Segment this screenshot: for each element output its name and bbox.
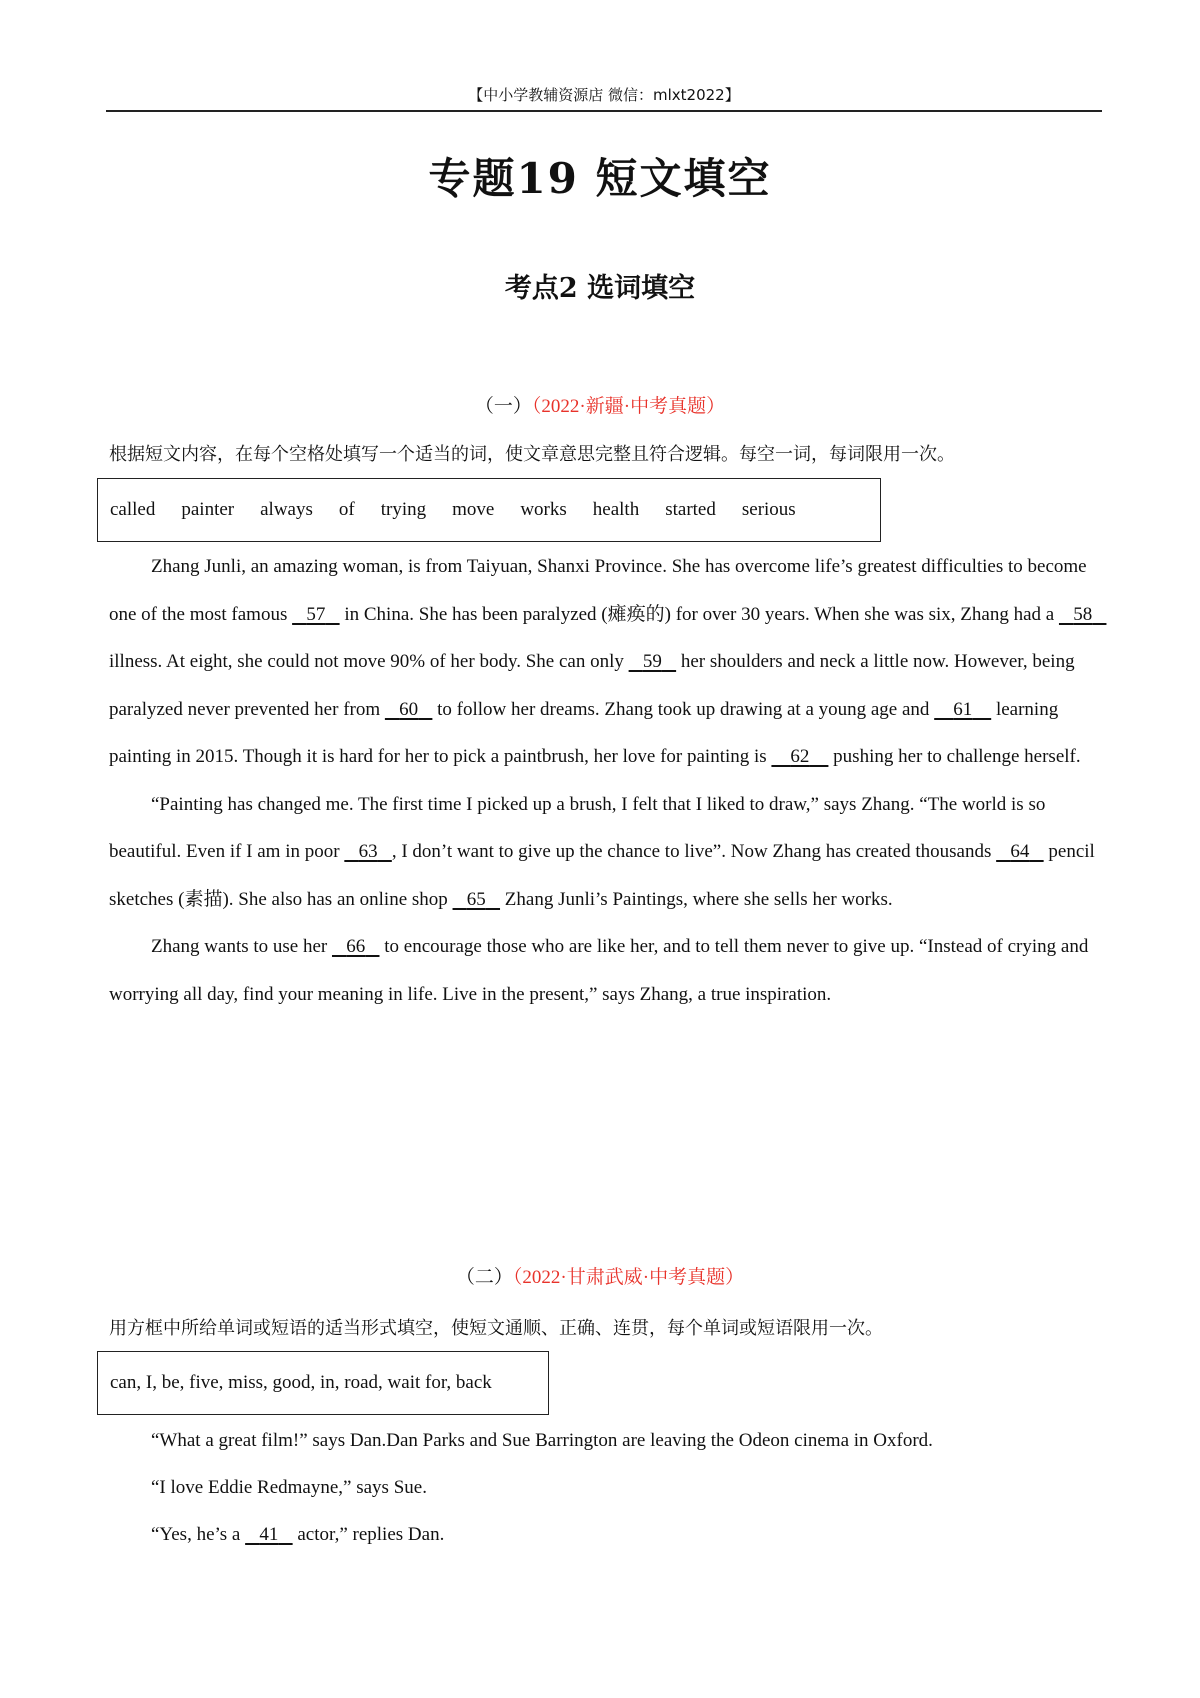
header-rule (106, 110, 1102, 112)
passage-text: “Painting has changed me. The first time I picked up a brush, I felt that I liked to draw,” says Zhang. “The world is so beautiful. Even if I am in poor (109, 793, 1046, 862)
blank-59[interactable] (629, 651, 677, 672)
section2-instruction: 用方框中所给单词或短语的适当形式填空，使短文通顺、正确、连贯，每个单词或短语限用一次。 (109, 1318, 883, 1339)
passage-text: pushing her to challenge herself. (828, 746, 1081, 767)
section2-number: （二） (455, 1267, 513, 1288)
blank-number: 60 (399, 698, 419, 720)
word-bank-item: serious (741, 499, 796, 520)
word-bank-item: move (452, 499, 495, 520)
section1-word-bank (97, 478, 881, 542)
blank-number: 58 (1073, 603, 1093, 625)
word-bank-item: of (338, 499, 355, 520)
section1-heading (0, 391, 1200, 418)
passage-text: illness. At eight, she could not move 90% of her body. She can only (109, 651, 629, 672)
section1-source: （2022·新疆·中考真题） (531, 396, 726, 417)
dialog-line-1: “What a great film!” says Dan.Dan Parks and Sue Barrington are leaving the Odeon cinema in Oxford. (151, 1430, 933, 1451)
passage-text: in China. She has been paralyzed (瘫痪的) for over 30 years. When she was six, Zhang had a (339, 603, 1059, 625)
word-bank-item: always (260, 499, 313, 520)
section1-number: （一） (474, 396, 532, 417)
blank-62[interactable] (771, 746, 828, 767)
word-bank-item: started (665, 499, 716, 520)
blank-number: 61 (953, 698, 973, 720)
section2-passage (151, 1417, 933, 1558)
word-bank-item: health (592, 499, 640, 520)
blank-66[interactable] (332, 936, 380, 957)
word-bank-item: works (520, 499, 567, 520)
header-watermark: 【中小学教辅资源店 微信：mlxt2022】 (468, 86, 740, 104)
passage-text: to encourage those who are like her, and to tell them never to give up. “Instead of crying and worrying all day, find your meaning in life. Live in the present,” says Zhang, a true inspiration. (109, 936, 1089, 1005)
section1-instruction: 根据短文内容，在每个空格处填写一个适当的词，使文章意思完整且符合逻辑。每空一词，每词限用一次。 (109, 444, 955, 465)
word-bank-list: can, I, be, five, miss, good, in, road, wait for, back (110, 1372, 492, 1393)
passage-paragraph-2 (109, 781, 1109, 924)
passage-text: , I don’t want to give up the chance to live”. Now Zhang has created thousands (391, 841, 997, 862)
passage-text: to follow her dreams. Zhang took up drawing at a young age and (432, 698, 935, 720)
passage-text: Zhang Junli, an amazing woman, is from Taiyuan, Shanxi Province. She has overcome life’s greatest difficulties to become one of the most famous (109, 556, 1087, 625)
section1-passage (109, 543, 1109, 1018)
blank-number: 65 (466, 888, 486, 910)
blank-63[interactable] (344, 841, 392, 862)
blank-60[interactable] (385, 699, 433, 720)
blank-61[interactable] (934, 699, 991, 720)
blank-number: 63 (358, 841, 378, 862)
passage-text: Zhang Junli’s Paintings, where she sells her works. (500, 888, 893, 910)
blank-number: 57 (306, 603, 326, 625)
passage-paragraph-1 (109, 543, 1109, 781)
page-subtitle: 考点2 选词填空 (504, 273, 696, 304)
blank-64[interactable] (996, 841, 1044, 862)
blank-number: 66 (346, 936, 366, 957)
word-bank-item: trying (380, 499, 427, 520)
passage-text: “Yes, he’s a (151, 1524, 246, 1545)
section2-source: （2022·甘肃武威·中考真题） (512, 1267, 745, 1288)
passage-text: pencil sketches (素描). She also has an online shop (109, 841, 1095, 910)
passage-text: Zhang wants to use her (151, 936, 332, 957)
word-bank-item: called (110, 499, 156, 520)
blank-57[interactable] (292, 604, 340, 625)
passage-paragraph-3 (109, 923, 1109, 1018)
blank-number: 59 (642, 651, 662, 672)
blank-65[interactable] (453, 889, 501, 910)
passage-text: actor,” replies Dan. (292, 1524, 445, 1545)
blank-number: 41 (259, 1524, 279, 1545)
blank-number: 62 (790, 746, 810, 767)
passage-text: her shoulders and neck a little now. However, being paralyzed never prevented her from (109, 651, 1075, 720)
blank-number: 64 (1010, 841, 1030, 862)
section2-heading (0, 1262, 1200, 1289)
blank-41[interactable] (245, 1524, 293, 1545)
dialog-line-3 (151, 1511, 933, 1558)
dialog-line-2: “I love Eddie Redmayne,” says Sue. (151, 1477, 427, 1498)
blank-58[interactable] (1059, 604, 1107, 625)
word-bank-item: painter (181, 499, 235, 520)
passage-text: learning painting in 2015. Though it is hard for her to pick a paintbrush, her love for painting is (109, 698, 1059, 767)
page-title: 专题19 短文填空 (428, 154, 772, 203)
section2-word-bank (97, 1351, 549, 1415)
